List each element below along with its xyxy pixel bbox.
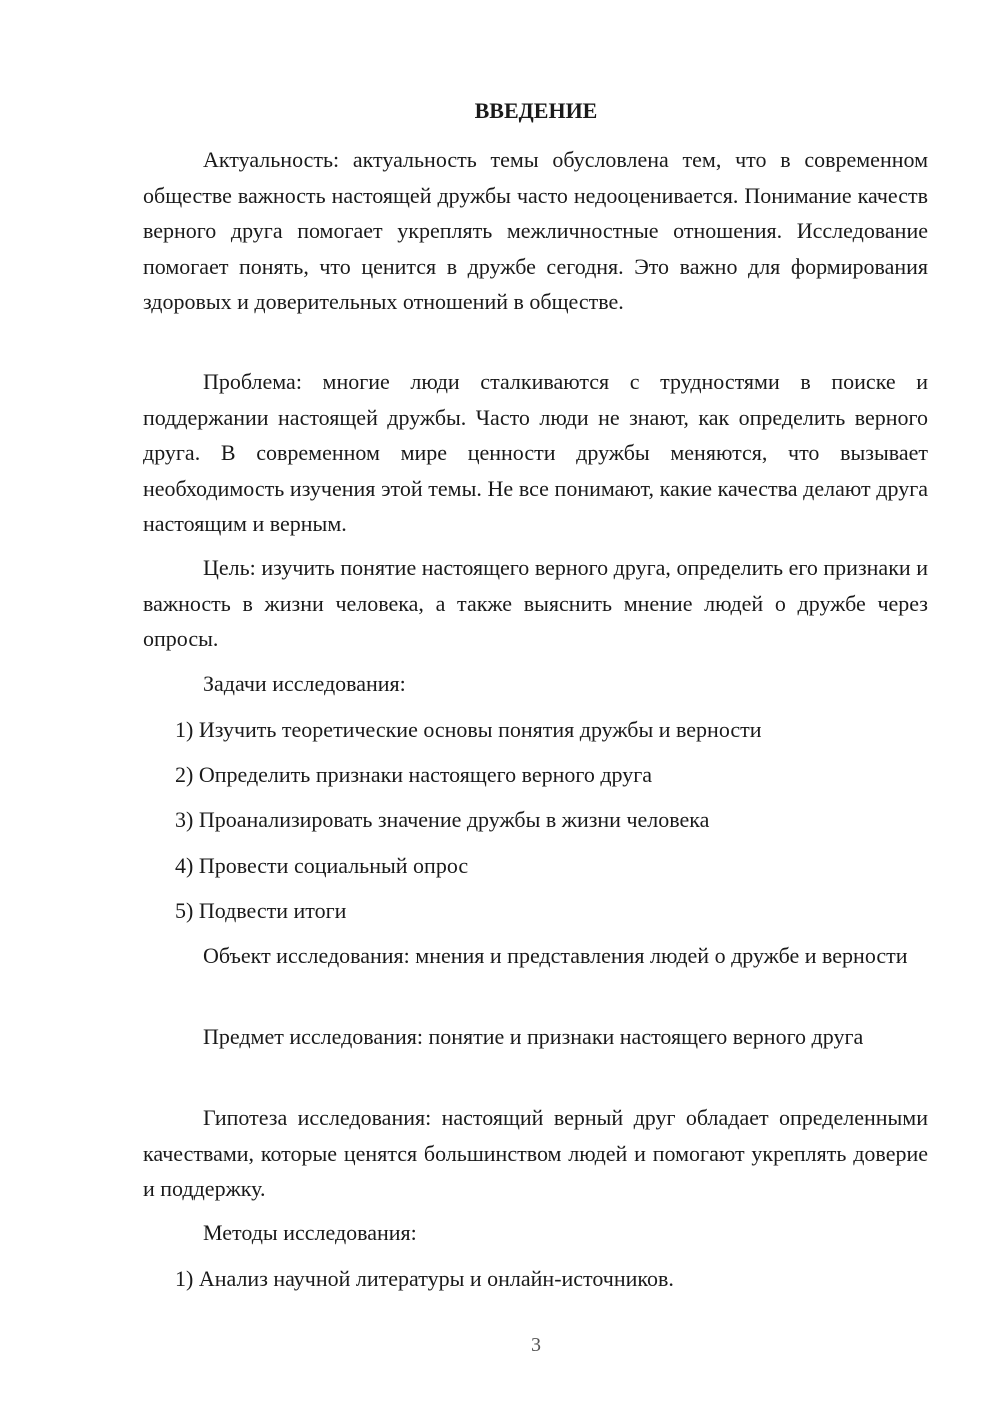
subject-paragraph: Предмет исследования: понятие и признаки настоящего верного друга — [203, 1024, 864, 1049]
tasks-heading: Задачи исследования: — [203, 671, 406, 696]
hypothesis-paragraph: Гипотеза исследования: настоящий верный друг обладает определенными качествами, которые ценятся большинством людей и помогают укреплять доверие и поддержку. — [143, 1105, 928, 1201]
relevance-paragraph: Актуальность: актуальность темы обусловлена тем, что в современном обществе важность настоящей дружбы часто недооценивается. Понимание качеств верного друга помогает укреплять межличностные отношения. Исследование помогает понять, что ценится в дружбе сегодня. Это важно для формирования здоровых и доверительных отношений в обществе. — [143, 147, 928, 314]
method-item-1: 1) Анализ научной литературы и онлайн-источников. — [175, 1266, 674, 1291]
task-item-4: 4) Провести социальный опрос — [175, 853, 469, 878]
goal-paragraph: Цель: изучить понятие настоящего верного друга, определить его признаки и важность в жизни человека, а также выяснить мнение людей о дружбе через опросы. — [143, 555, 928, 651]
task-item-5: 5) Подвести итоги — [175, 898, 347, 923]
object-paragraph: Объект исследования: мнения и представления людей о дружбе и верности — [203, 943, 908, 968]
methods-heading: Методы исследования: — [203, 1220, 417, 1245]
task-item-2: 2) Определить признаки настоящего верного друга — [175, 762, 653, 787]
problem-paragraph: Проблема: многие люди сталкиваются с трудностями в поиске и поддержании настоящей дружбы. Часто люди не знают, как определить верного друга. В современном мире ценности дружбы меняются, что вызывает необходимость изучения этой темы. Не все понимают, какие качества делают друга настоящим и верным. — [143, 369, 928, 536]
page-number: 3 — [531, 1334, 541, 1356]
task-item-1: 1) Изучить теоретические основы понятия дружбы и верности — [175, 717, 762, 742]
section-title: ВВЕДЕНИЕ — [474, 98, 598, 123]
task-item-3: 3) Проанализировать значение дружбы в жизни человека — [175, 807, 710, 832]
